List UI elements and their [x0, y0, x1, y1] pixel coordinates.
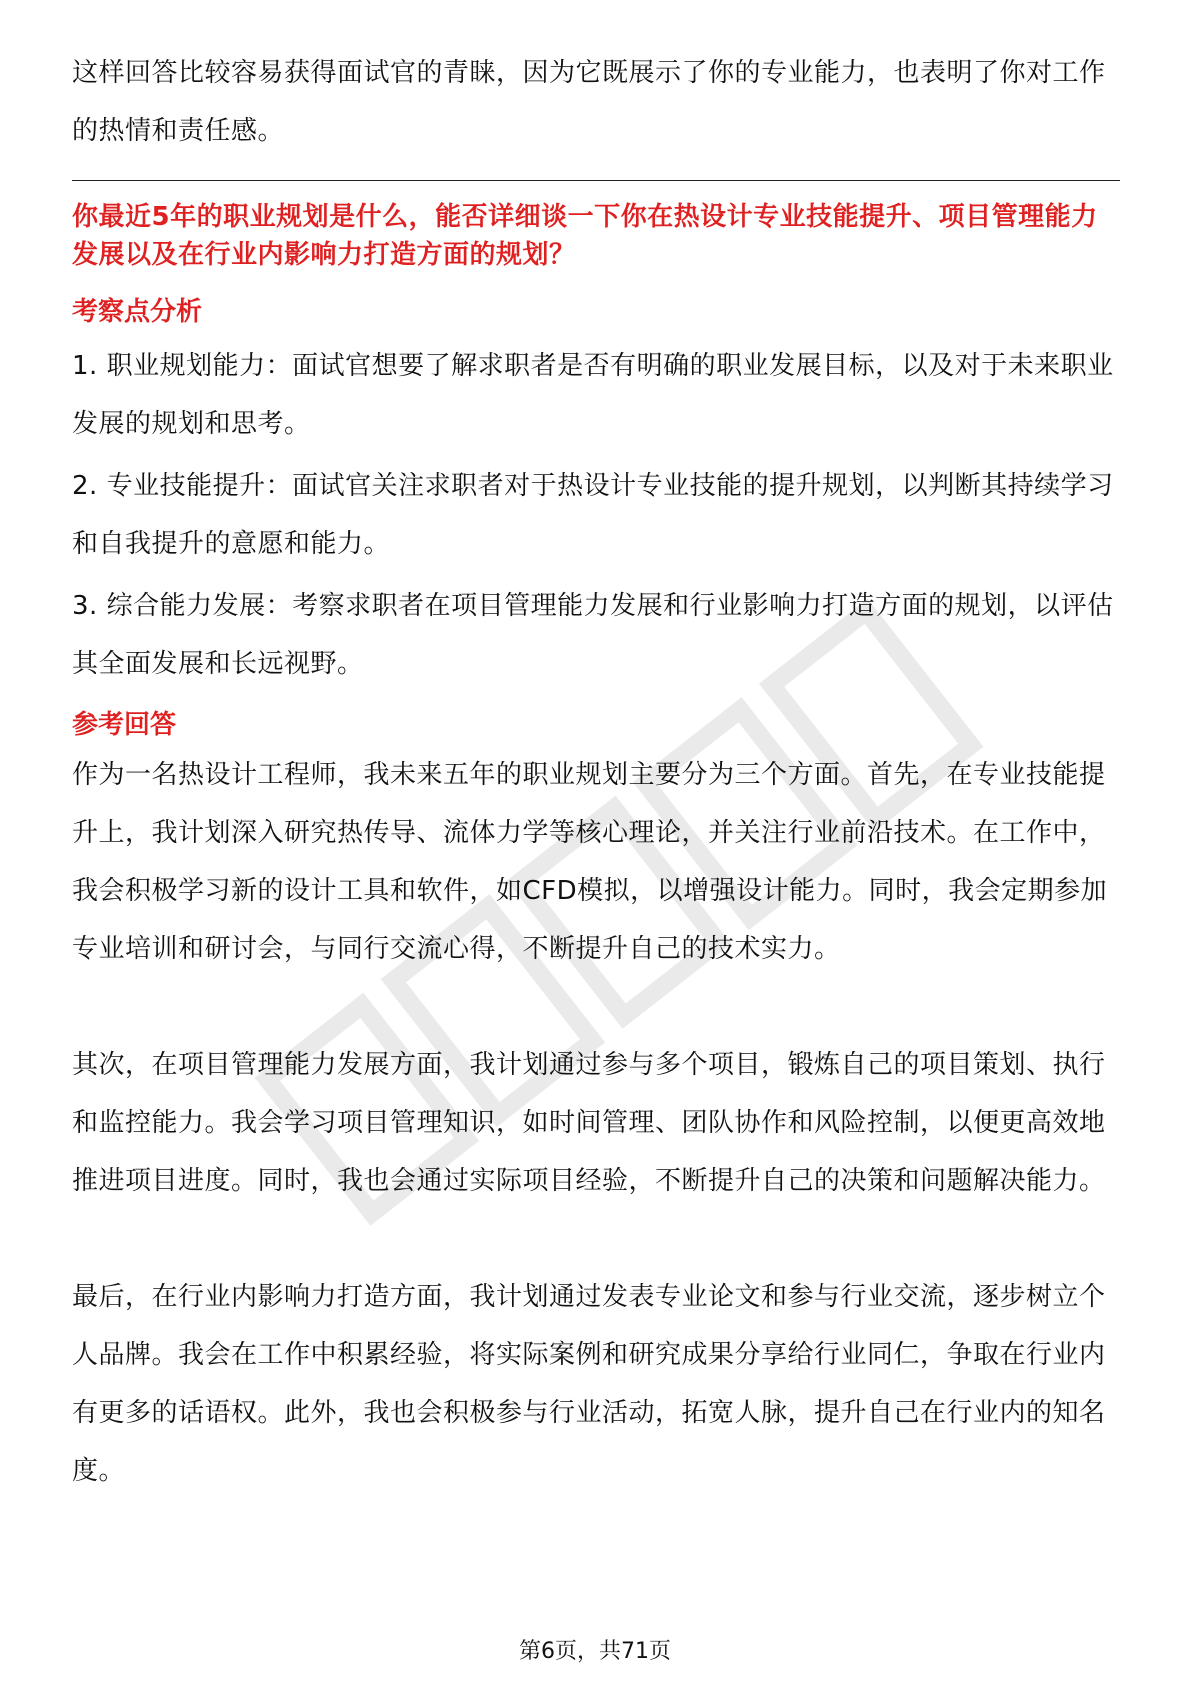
- answer-body: [72, 746, 1120, 1558]
- intro-paragraph: 这样回答比较容易获得面试官的青睐，因为它既展示了你的专业能力，也表明了你对工作的热情和责任感。: [72, 58, 1106, 146]
- answer-paragraph: 作为一名热设计工程师，我未来五年的职业规划主要分为三个方面。首先，在专业技能提升上，我计划深入研究热传导、流体力学等核心理论，并关注行业前沿技术。在工作中，我会积极学习新的设计工具和软件，如CFD模拟，以增强设计能力。同时，我会定期参加专业培训和研讨会，与同行交流心得，不断提升自己的技术实力。: [72, 760, 1108, 964]
- analysis-list: [72, 337, 1120, 697]
- analysis-heading: 考察点分析: [72, 297, 203, 327]
- answer-paragraph: 其次，在项目管理能力发展方面，我计划通过参与多个项目，锻炼自己的项目策划、执行和监控能力。我会学习项目管理知识，如时间管理、团队协作和风险控制，以便更高效地推进项目进度。同时，我也会通过实际项目经验，不断提升自己的决策和问题解决能力。: [72, 1050, 1106, 1196]
- answer-heading: 参考回答: [72, 710, 177, 740]
- analysis-item: 2. 专业技能提升：面试官关注求职者对于热设计专业技能的提升规划，以判断其持续学习和自我提升的意愿和能力。: [72, 471, 1114, 559]
- analysis-item: 3. 综合能力发展：考察求职者在项目管理能力发展和行业影响力打造方面的规划，以评估其全面发展和长远视野。: [72, 591, 1114, 679]
- interview-question: 你最近5年的职业规划是什么，能否详细谈一下你在热设计专业技能提升、项目管理能力发展以及在行业内影响力打造方面的规划？: [72, 202, 1098, 270]
- section-divider: [72, 180, 1120, 181]
- answer-paragraph: 最后，在行业内影响力打造方面，我计划通过发表专业论文和参与行业交流，逐步树立个人品牌。我会在工作中积累经验，将实际案例和研究成果分享给行业同仁，争取在行业内有更多的话语权。此外，我也会积极参与行业活动，拓宽人脉，提升自己在行业内的知名度。: [72, 1282, 1106, 1486]
- analysis-item: 1. 职业规划能力：面试官想要了解求职者是否有明确的职业发展目标，以及对于未来职业发展的规划和思考。: [72, 351, 1114, 439]
- page-number: 第6页，共71页: [519, 1639, 671, 1664]
